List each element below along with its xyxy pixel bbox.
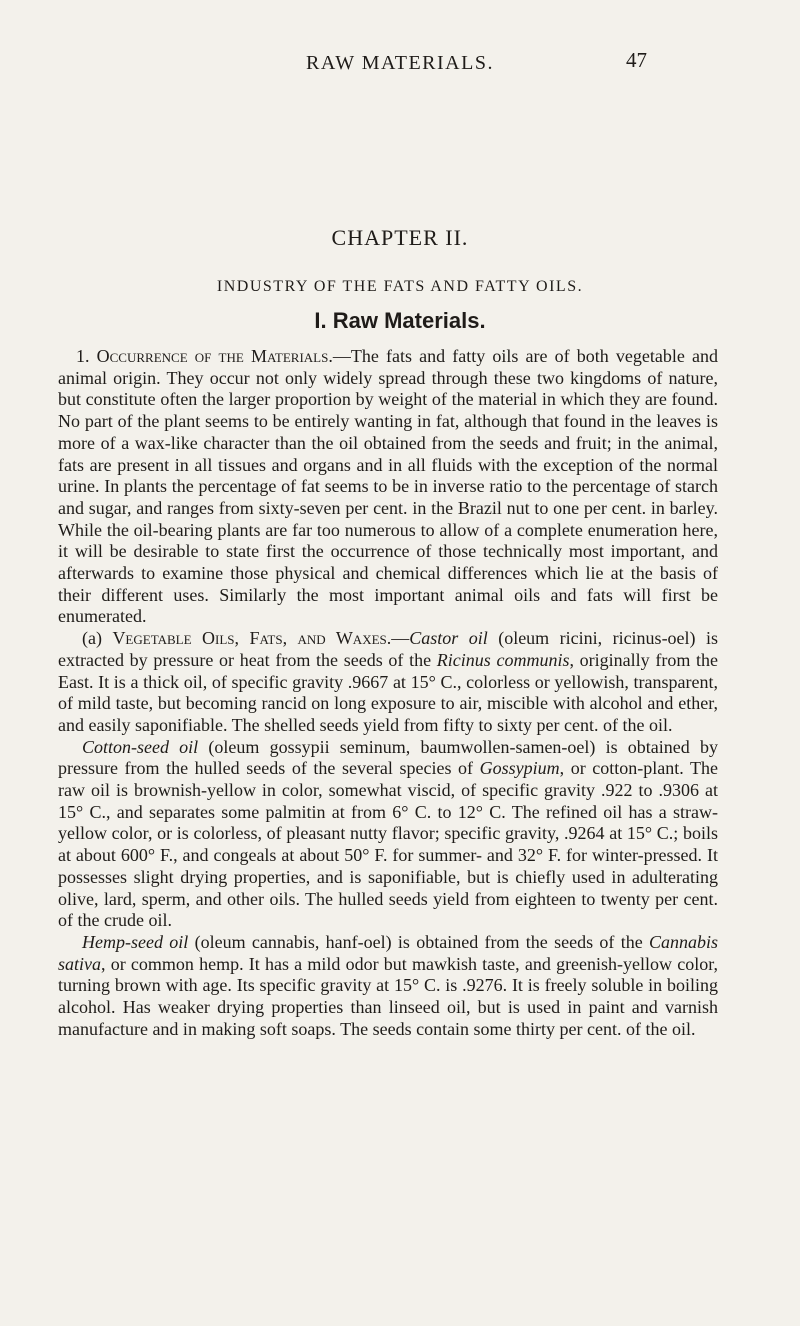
paragraph-cotton-seed-oil: [58, 737, 718, 932]
paragraph-castor-oil: [58, 628, 718, 737]
paragraph-label: (a): [82, 628, 102, 649]
running-head: RAW MATERIALS.: [306, 52, 494, 74]
species-gossypium: Gossypium: [479, 758, 560, 779]
paragraph-heading: Vegetable Oils, Fats, and Waxes.: [112, 628, 392, 649]
body-text: [58, 346, 718, 1041]
paragraph-heading: Occurrence of the Materials.: [96, 346, 333, 366]
paragraph-text: (oleum gossypii seminum, baumwollen-samen-oel) is obtained by pressure from the hulled seeds of the several species of: [58, 736, 718, 779]
term-castor-oil: Castor oil: [409, 628, 488, 649]
section-title: INDUSTRY OF THE FATS AND FATTY OILS.: [216, 278, 584, 295]
paragraph-text: , or cotton-plant. The raw oil is brownish-yellow in color, somewhat viscid, of specific gravity .922 to .9306 at 15° C., and separates some palmitin at from 6° C. to 12° C. The refined oil has a straw-yellow color, or is colorless, of pleasant nutty flavor; specific gravity, .9264 at 15° C.; boils at about 600° F., and congeals at about 50° F. for summer- and 32° F. for winter-pressed. It possesses slight drying properties, and is saponifiable, but is chiefly used in adulterating olive, lard, sperm, and other oils. The hulled seeds yield from eighteen to twenty per cent. of the crude oil.: [58, 758, 718, 931]
term-cotton-seed-oil: Cotton-seed oil: [82, 736, 199, 757]
paragraph-text: (oleum ricini, ricinus-oel) is extracted by pressure or heat from the seeds of the: [58, 628, 719, 670]
paragraph-text: —The fats and fatty oils are of both vegetable and animal origin. They occur not only widely spread through these two kingdoms of nature, but constitute often the larger proportion by weight of the material in which they are found. No part of the plant seems to be entirely wanting in fat, although that found in the leaves is more of a wax-like character than the oil obtained from the seeds and fruit; in the animal, fats are present in all tissues and organs and in all fluids with the exception of the normal urine. In plants the percentage of fat seems to be in inverse ratio to the percentage of starch and sugar, and ranges from sixty-seven per cent. in the Brazil nut to one per cent. in barley. While the oil-bearing plants are far too numerous to allow of a complete enumeration here, it will be desirable to state first the occurrence of those technically most important, and afterwards to examine those physical and chemical differences which lie at the basis of their different uses. Similarly the most important animal oils and fats will first be enumerated.: [58, 346, 718, 627]
paragraph-occurrence: [58, 346, 718, 628]
term-hemp-seed-oil: Hemp-seed oil: [82, 931, 189, 952]
paragraph-text: (oleum cannabis, hanf-oel) is obtained from the seeds of the: [188, 931, 649, 952]
paragraph-text: , originally from the East. It is a thick oil, of specific gravity .9667 at 15° C., colorless or yellowish, transparent, of mild taste, but becoming rancid on long exposure to air, miscible with alcohol and ether, and easily saponifiable. The shelled seeds yield from fifty to sixty per cent. of the oil.: [58, 649, 719, 735]
paragraph-text: , or common hemp. It has a mild odor but mawkish taste, and greenish-yellow color, turning brown with age. Its specific gravity at 15° C. is .9276. It is freely soluble in boiling alcohol. Has weaker drying properties than linseed oil, but is used in paint and varnish manufacture and in making soft soaps. The seeds contain some thirty per cent. of the oil.: [58, 953, 718, 1039]
subsection-title: I. Raw Materials.: [314, 308, 486, 333]
page-number: 47: [626, 48, 647, 72]
dash: —: [391, 628, 410, 649]
species-cannabis: Cannabis sativa: [58, 931, 719, 974]
paragraph-hemp-seed-oil: [58, 932, 718, 1041]
paragraph-number: 1.: [76, 346, 90, 366]
species-ricinus: Ricinus communis: [436, 649, 570, 670]
chapter-title: CHAPTER II.: [331, 225, 469, 250]
